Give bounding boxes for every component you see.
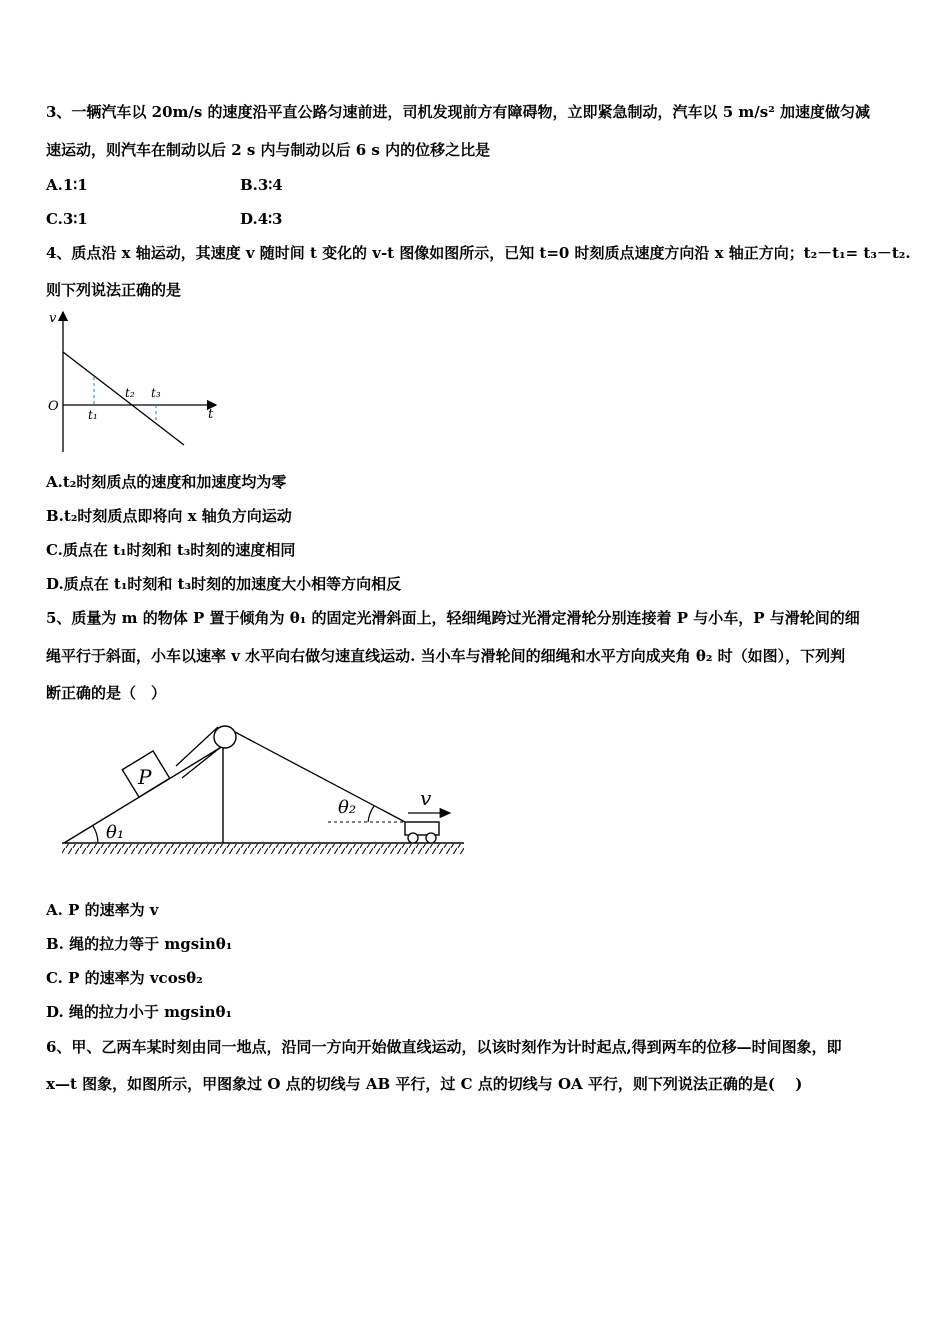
cart-wheel-right <box>426 833 436 843</box>
q5-option-a: A. P 的速率为 v <box>46 901 159 919</box>
q3-option-b: B.3∶4 <box>240 176 283 194</box>
q6-stem-line2: x—t 图象，如图所示，甲图象过 O 点的切线与 AB 平行，过 C 点的切线与 OA 平行，则下列说法正确的是( ) <box>46 1075 803 1093</box>
t-axis-label: t <box>208 407 214 422</box>
q3-option-d: D.4∶3 <box>240 210 283 228</box>
q5-stem-line3: 断正确的是（ ） <box>46 684 167 702</box>
q4-option-c: C.质点在 t₁时刻和 t₃时刻的速度相同 <box>46 541 296 559</box>
velocity-line <box>63 352 184 445</box>
q5-stem-line1: 5、质量为 m 的物体 P 置于倾角为 θ₁ 的固定光滑斜面上，轻细绳跨过光滑定滑轮分别连接着 P 与小车，P 与滑轮间的细 <box>46 609 860 627</box>
rope-pulley-to-cart <box>235 732 405 822</box>
q4-stem-line1: 4、质点沿 x 轴运动，其速度 v 随时间 t 变化的 v-t 图像如图所示，已知 t=0 时刻质点速度方向沿 x 轴正方向；t₂－t₁= t₃－t₂. <box>46 244 911 262</box>
q5-incline-figure <box>58 718 468 864</box>
rope-block-to-pulley-lower <box>182 747 221 778</box>
ground-hatching <box>62 844 464 854</box>
block-p-label: P <box>138 765 152 789</box>
origin-label: O <box>48 399 59 414</box>
theta1-arc <box>93 826 98 843</box>
t3-label: t₃ <box>151 386 161 400</box>
q4-option-a: A.t₂时刻质点的速度和加速度均为零 <box>46 473 287 491</box>
q3-stem-line1: 3、一辆汽车以 20m/s 的速度沿平直公路匀速前进，司机发现前方有障碍物，立即紧急制动，汽车以 5 m/s² 加速度做匀减 <box>46 103 871 121</box>
q3-option-a: A.1∶1 <box>46 176 88 194</box>
theta1-label: θ₁ <box>106 822 125 843</box>
q6-stem-line1: 6、甲、乙两车某时刻由同一地点，沿同一方向开始做直线运动，以该时刻作为计时起点,得到两车的位移—时间图象，即 <box>46 1038 842 1056</box>
v-axis-label: v <box>49 311 57 326</box>
q4-stem-line2: 则下列说法正确的是 <box>46 281 182 299</box>
cart-body <box>405 822 439 835</box>
cart-wheel-left <box>408 833 418 843</box>
q5-option-b: B. 绳的拉力等于 mgsinθ₁ <box>46 935 233 953</box>
q4-option-d: D.质点在 t₁时刻和 t₃时刻的加速度大小相等方向相反 <box>46 575 402 593</box>
q4-option-b: B.t₂时刻质点即将向 x 轴负方向运动 <box>46 507 292 525</box>
q3-stem-line2: 速运动，则汽车在制动以后 2 s 内与制动以后 6 s 内的位移之比是 <box>46 141 491 159</box>
q5-option-c: C. P 的速率为 vcosθ₂ <box>46 969 203 987</box>
t1-label: t₁ <box>88 408 98 422</box>
q3-option-c: C.3∶1 <box>46 210 88 228</box>
theta2-label: θ₂ <box>338 797 357 818</box>
q5-option-d: D. 绳的拉力小于 mgsinθ₁ <box>46 1003 233 1021</box>
pulley <box>214 726 236 748</box>
t2-label: t₂ <box>125 386 135 400</box>
rope-block-to-pulley <box>176 727 218 766</box>
q5-stem-line2: 绳平行于斜面，小车以速率 v 水平向右做匀速直线运动. 当小车与滑轮间的细绳和水平方向成夹角 θ₂ 时（如图），下列判 <box>46 647 846 665</box>
theta2-arc <box>368 806 374 822</box>
q4-vt-graph <box>44 306 224 458</box>
cart-velocity-label: v <box>420 786 432 810</box>
